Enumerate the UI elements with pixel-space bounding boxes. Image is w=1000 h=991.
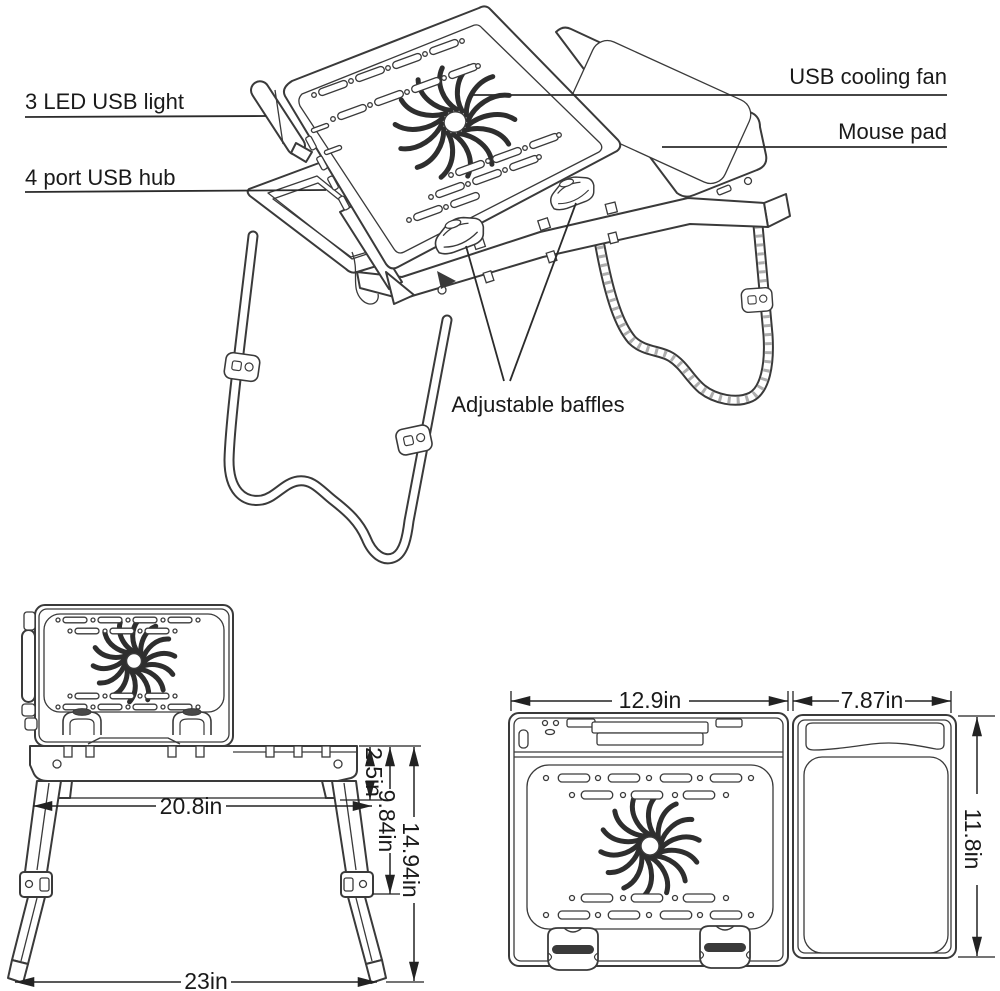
dim-mouse-pad-width: 7.87in <box>840 687 904 713</box>
front-panel <box>22 605 233 746</box>
dim-fan-panel-width: 12.9in <box>618 687 682 713</box>
dim-base-width: 23in <box>184 968 228 991</box>
dim-depth: 11.8in <box>960 808 986 870</box>
callout-baffles: Adjustable baffles <box>451 392 625 417</box>
dim-hinge-height: 9.84in <box>374 789 400 853</box>
front-frame <box>30 746 357 798</box>
top-fan-panel <box>509 713 788 970</box>
adjustable-baffle <box>173 709 211 735</box>
adjustable-baffle <box>700 926 750 968</box>
leg-hinge-lock <box>741 287 773 312</box>
dim-tabletop-width: 20.8in <box>159 793 223 819</box>
leg-hinge-lock <box>223 352 260 382</box>
dim-total-height: 14.94in <box>398 822 424 898</box>
callout-mouse-pad: Mouse pad <box>838 119 947 144</box>
leader-line-led-light <box>25 116 266 117</box>
adjustable-baffle <box>548 928 598 970</box>
led-light-bar-side <box>22 612 37 730</box>
front-view <box>8 605 424 991</box>
perspective-view <box>223 6 790 558</box>
adjustable-baffle <box>63 709 101 735</box>
callout-cooling-fan: USB cooling fan <box>789 64 947 89</box>
callout-usb-hub: 4 port USB hub <box>25 165 176 190</box>
callout-led-light: 3 LED USB light <box>25 89 184 114</box>
top-mouse-pad-panel <box>793 715 956 958</box>
dim-frame-height: 2.5in <box>361 747 387 797</box>
top-view <box>509 687 995 970</box>
